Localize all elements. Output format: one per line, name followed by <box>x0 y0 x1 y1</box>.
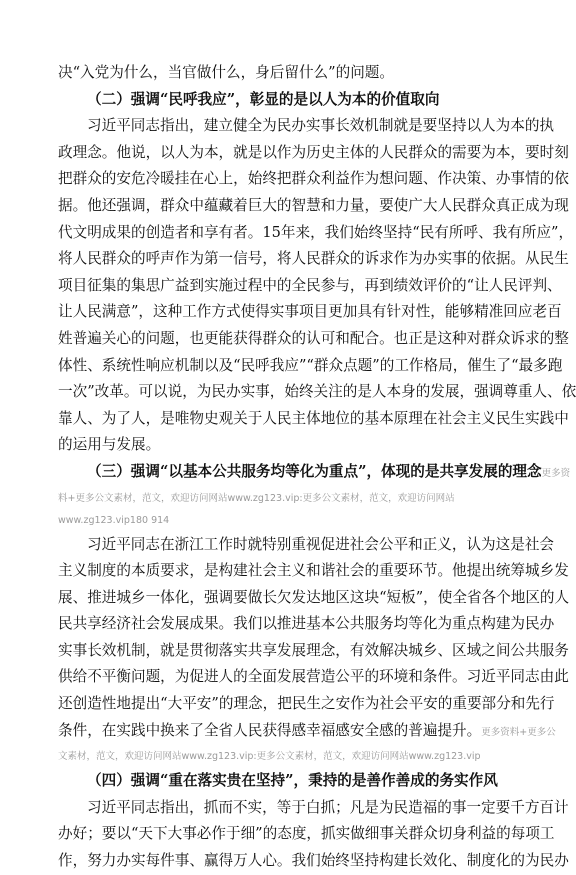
watermark-line: 料+更多公文素材，范文，欢迎访问网站www.zg123.vip:更多公文素材，范文，欢迎访问网站 <box>58 492 455 504</box>
section-heading-3 <box>58 459 571 488</box>
text-line-part: 条件，在实践中换来了全省人民获得感幸福感安全感的普遍提升。 <box>58 721 482 739</box>
text-line: 一次”改革。可以说，为民办实事，始终关注的是人本身的发展，强调尊重人、依 <box>58 383 576 401</box>
text-line: 还创造性地提出“大平安”的理念，把民生之安作为社会平安的重要部分和先行 <box>58 695 555 713</box>
watermark-text: 更多资 <box>541 467 571 479</box>
section-heading-4: （四）强调“重在落实贵在坚持”，秉持的是善作善成的务实作风 <box>87 772 498 790</box>
text-line: 把群众的安危冷暖挂在心上，始终把群众利益作为想问题、作决策、办事情的依 <box>58 170 569 188</box>
text-line: 姓普遍关心的问题，也更能获得群众的认可和配合。也正是这种对群众诉求的整 <box>58 329 569 347</box>
text-line: 靠人、为了人，是唯物史观关于人民主体地位的基本原理在社会主义民生实践中 <box>58 409 569 427</box>
text-line: 习近平同志指出，建立健全为民办实事长效机制就是要坚持以人为本的执 <box>87 117 555 135</box>
text-line: 代文明成果的创造者和享有者。15年来，我们始终坚持“民有所呼、我有所应”， <box>58 223 574 241</box>
watermark-text: 更多资料+更多公 <box>481 726 556 738</box>
section-heading-2: （二）强调“民呼我应”，彰显的是以人为本的价值取向 <box>87 90 440 108</box>
text-line: 习近平同志在浙江工作时就特别重视促进社会公平和正义，认为这是社会 <box>87 535 555 553</box>
text-line: 民共享经济社会发展成果。我们以推进基本公共服务均等化为重点构建为民办 <box>58 615 555 633</box>
text-line: 体性、系统性响应机制以及“民呼我应”“群众点题”的工作格局，催生了“最多跑 <box>58 356 563 374</box>
text-line: 的运用与发展。 <box>58 436 161 454</box>
section-heading-3-text: （三）强调“以基本公共服务均等化为重点”，体现的是共享发展的理念 <box>87 462 542 480</box>
text-line: 将人民群众的呼声作为第一信号，将人民群众的诉求作为办实事的依据。从民生 <box>58 250 569 268</box>
text-line: 展、推进城乡一体化，强调要做长欠发达地区这块“短板”，使全省各个地区的人 <box>58 588 570 606</box>
text-line: 作，努力办实每件事、赢得万人心。我们始终坚持构建长效化、制度化的为民办 <box>58 852 569 870</box>
watermark-line: www.zg123.vip180 914 <box>58 514 170 526</box>
text-line: 主义制度的本质要求，是构建社会主义和谐社会的重要环节。他提出统筹城乡发 <box>58 562 569 580</box>
text-line: 项目征集的集思广益到实施过程中的全民参与，再到绩效评价的“让人民评判、 <box>58 276 562 294</box>
text-line: 实事长效机制，就是贯彻落实共享发展理念，有效解决城乡、区域之间公共服务 <box>58 641 569 659</box>
text-line: 办好；要以“天下大事必作于细”的态度，抓实做细事关群众切身利益的每项工 <box>58 825 555 843</box>
text-line: 政理念。他说，以人为本，就是以作为历史主体的人民群众的需要为本，要时刻 <box>58 143 569 161</box>
text-line: 据。他还强调，群众中蕴藏着巨大的智慧和力量，要使广大人民群众真正成为现 <box>58 196 569 214</box>
text-line: 供给不平衡问题，为促进人的全面发展营造公平的环境和条件。习近平同志由此 <box>58 668 569 686</box>
text-line: 习近平同志指出，抓而不实，等于白抓；凡是为民造福的事一定要千方百计 <box>87 798 569 816</box>
text-line <box>58 718 556 747</box>
watermark-line: 文素材，范文，欢迎访问网站www.zg123.vip:更多公文素材，范文，欢迎访问网站www.zg123.vip <box>58 751 481 763</box>
text-line: 让人民满意”，这种工作方式使得实事项目更加具有针对性，能够精准回应老百 <box>58 303 562 321</box>
text-line: 决“入党为什么，当官做什么，身后留什么”的问题。 <box>58 64 394 81</box>
